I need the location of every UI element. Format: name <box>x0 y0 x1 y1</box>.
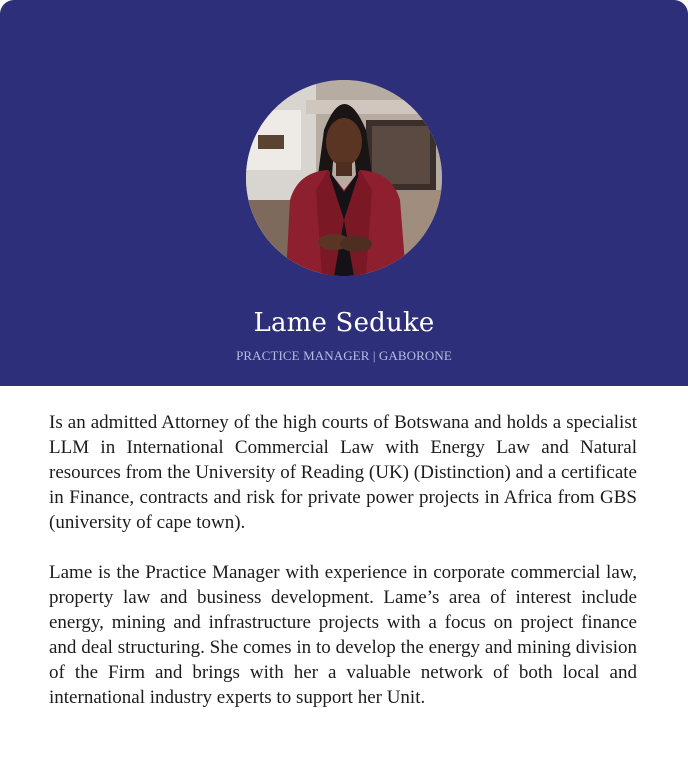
bio-paragraph: Is an admitted Attorney of the high courts of Botswana and holds a specialist LLM in International Commercial Law with Energy Law and Natural resources from the University of Reading (UK) (Distinction) and a certificate in Finance, contracts and risk for private power projects in Africa from GBS (university of cape town). <box>49 412 637 533</box>
profile-photo-illustration <box>246 80 442 276</box>
profile-photo <box>246 80 442 276</box>
profile-name: Lame Seduke <box>253 308 435 338</box>
profile-role: PRACTICE MANAGER | GABORONE <box>236 348 452 363</box>
profile-bio <box>49 410 637 735</box>
bio-paragraph: Lame is the Practice Manager with experience in corporate commercial law, property law and business development. Lame’s area of interest include energy, mining and infrastructure projects with a focus on project finance and deal structuring. She comes in to develop the energy and mining division of the Firm and brings with her a valuable network of both local and international industry experts to support her Unit. <box>49 562 637 708</box>
